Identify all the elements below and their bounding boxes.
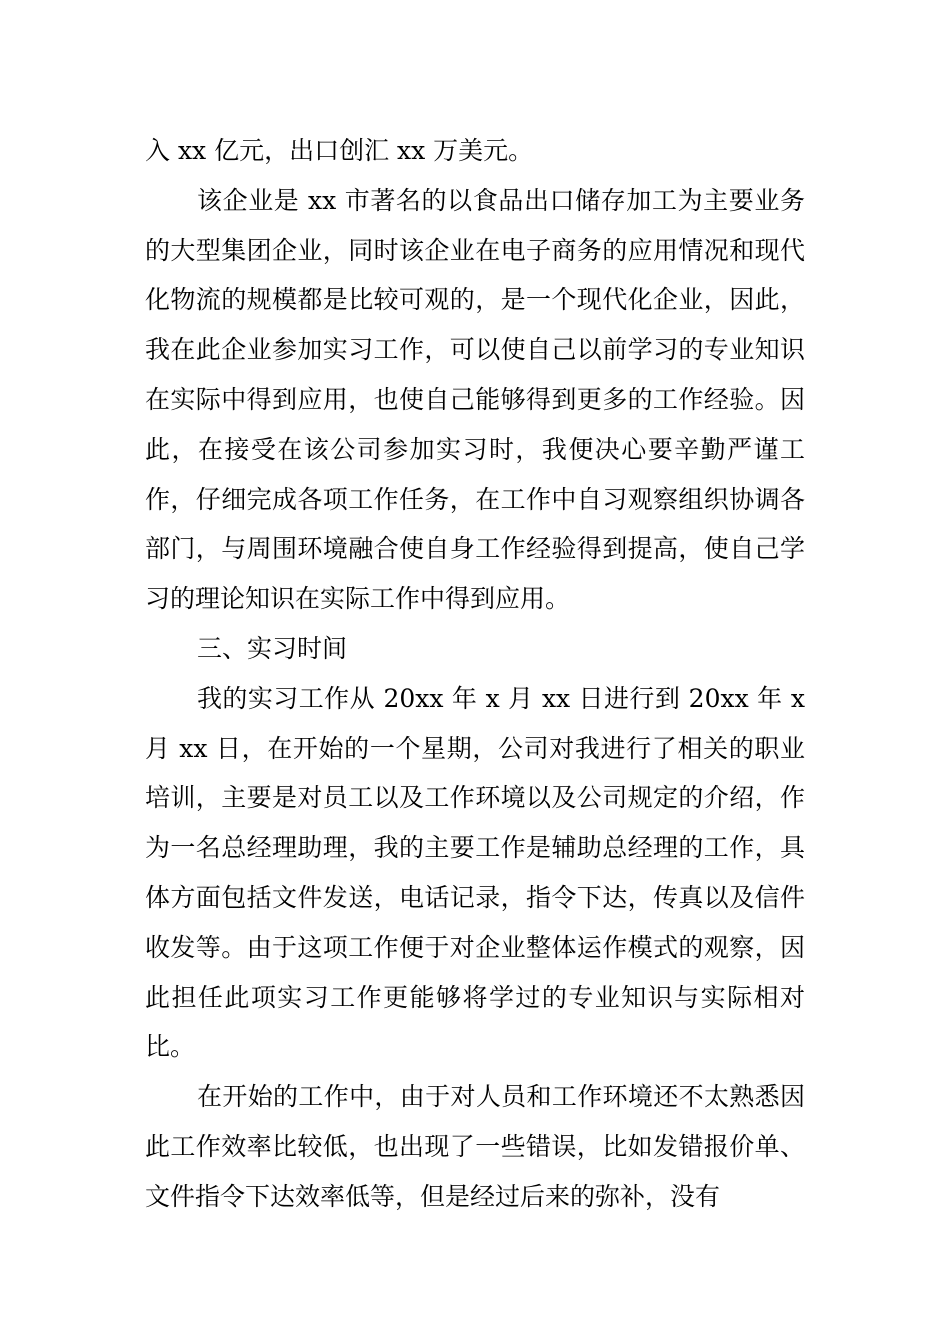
early-work-paragraph: 在开始的工作中，由于对人员和工作环境还不太熟悉因此工作效率比较低，也出现了一些错误，比如发错报价单、文件指令下达效率低等，但是经过后来的弥补，没有: [145, 1082, 805, 1211]
section-heading-internship-time: 三、实习时间: [197, 633, 348, 663]
continuation-paragraph: 入 xx 亿元，出口创汇 xx 万美元。: [145, 136, 534, 165]
document-page: [145, 126, 805, 1222]
internship-time-paragraph: 我的实习工作从 20xx 年 x 月 xx 日进行到 20xx 年 x 月 xx 日，在开始的一个星期，公司对我进行了相关的职业培训，主要是对员工以及工作环境以及公司规定的介绍，作为一名总经理助理，我的主要工作是辅助总经理的工作，具体方面包括文件发送，电话记录，指令下达，传真以及信件收发等。由于这项工作便于对企业整体运作模式的观察，因此担任此项实习工作更能够将学过的专业知识与实际相对比。: [145, 683, 805, 1062]
company-paragraph: 该企业是 xx 市著名的以食品出口储存加工为主要业务的大型集团企业，同时该企业在电子商务的应用情况和现代化物流的规模都是比较可观的，是一个现代化企业，因此，我在此企业参加实习工作，可以使自己以前学习的专业知识在实际中得到应用，也使自己能够得到更多的工作经验。因此，在接受在该公司参加实习时，我便决心要辛勤严谨工作，仔细完成各项工作任务，在工作中自习观察组织协调各部门，与周围环境融合使自身工作经验得到提高，使自己学习的理论知识在实际工作中得到应用。: [145, 185, 805, 614]
